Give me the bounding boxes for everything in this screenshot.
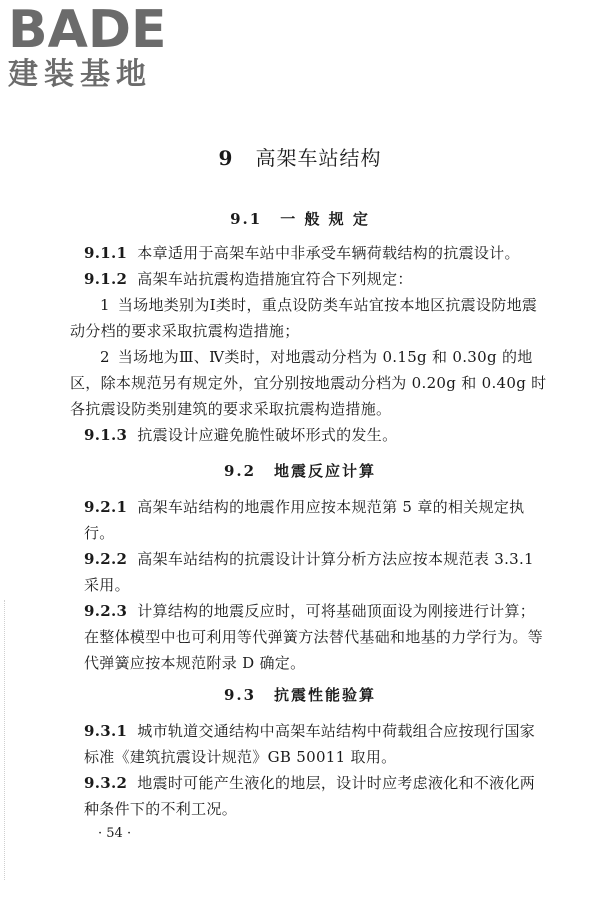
clause-9-2-3	[84, 598, 550, 676]
clause-9-3-2	[84, 770, 550, 822]
clause-number: 9.2.2	[84, 550, 128, 568]
item-number: 2	[100, 348, 110, 366]
section-number: 9.2	[223, 462, 257, 480]
clause-9-1-2-item-1	[70, 292, 550, 344]
section-title: 地震反应计算	[274, 462, 377, 480]
logo-wordmark: BADE	[8, 0, 167, 60]
clause-text: 高架车站结构的地震作用应按本规范第 5 章的相关规定执行。	[84, 498, 525, 542]
section-heading-9-1	[0, 208, 600, 229]
section-number: 9.1	[230, 210, 263, 228]
clause-9-1-3	[84, 422, 550, 448]
clause-text: 城市轨道交通结构中高架车站结构中荷载组合应按现行国家标准《建筑抗震设计规范》GB 50011 取用。	[84, 722, 536, 766]
chapter-title	[0, 142, 600, 171]
section-title: 一 般 规 定	[280, 210, 370, 228]
section-heading-9-3	[0, 684, 600, 705]
clause-number: 9.1.1	[84, 244, 128, 262]
clause-9-3-1	[84, 718, 550, 770]
item-number: 1	[100, 296, 110, 314]
clause-9-1-2-item-2	[70, 344, 550, 422]
item-text: 当场地类别为Ⅰ类时，重点设防类车站宜按本地区抗震设防地震动分档的要求采取抗震构造措施；	[70, 296, 538, 340]
clause-text: 计算结构的地震反应时，可将基础顶面设为刚接进行计算；在整体模型中也可利用等代弹簧方法替代基础和地基的力学行为。等代弹簧应按本规范附录 D 确定。	[84, 602, 544, 672]
clause-text: 抗震设计应避免脆性破坏形式的发生。	[137, 426, 398, 444]
bade-logo	[8, 0, 178, 92]
clause-text: 本章适用于高架车站中非承受车辆荷载结构的抗震设计。	[137, 244, 520, 262]
clause-text: 地震时可能产生液化的地层，设计时应考虑液化和不液化两种条件下的不利工况。	[84, 774, 536, 818]
clause-number: 9.2.1	[84, 498, 128, 516]
chapter-title-text: 高架车站结构	[255, 146, 382, 170]
clause-9-2-1	[84, 494, 550, 546]
clause-9-1-2	[84, 266, 550, 292]
clause-number: 9.3.2	[84, 774, 128, 792]
section-title: 抗震性能验算	[274, 686, 377, 704]
clause-text: 高架车站结构的抗震设计计算分析方法应按本规范表 3.3.1 采用。	[84, 550, 534, 594]
clause-9-2-2	[84, 546, 550, 598]
scan-margin-marks	[4, 600, 7, 880]
clause-number: 9.1.2	[84, 270, 128, 288]
clause-9-1-1	[84, 240, 550, 266]
clause-text: 高架车站抗震构造措施宜符合下列规定：	[137, 270, 413, 288]
chapter-number: 9	[218, 146, 234, 170]
section-number: 9.3	[223, 686, 257, 704]
clause-number: 9.1.3	[84, 426, 128, 444]
clause-number: 9.2.3	[84, 602, 128, 620]
page-number: · 54 ·	[98, 826, 132, 841]
item-text: 当场地为Ⅲ、Ⅳ类时，对地震动分档为 0.15g 和 0.30g 的地区，除本规范另有规定外，宜分别按地震动分档为 0.20g 和 0.40g 时各抗震设防类别建筑的要求采取抗震构造措施。	[70, 348, 547, 418]
section-heading-9-2	[0, 460, 600, 481]
logo-chinese-text: 建装基地	[8, 57, 152, 92]
clause-number: 9.3.1	[84, 722, 128, 740]
